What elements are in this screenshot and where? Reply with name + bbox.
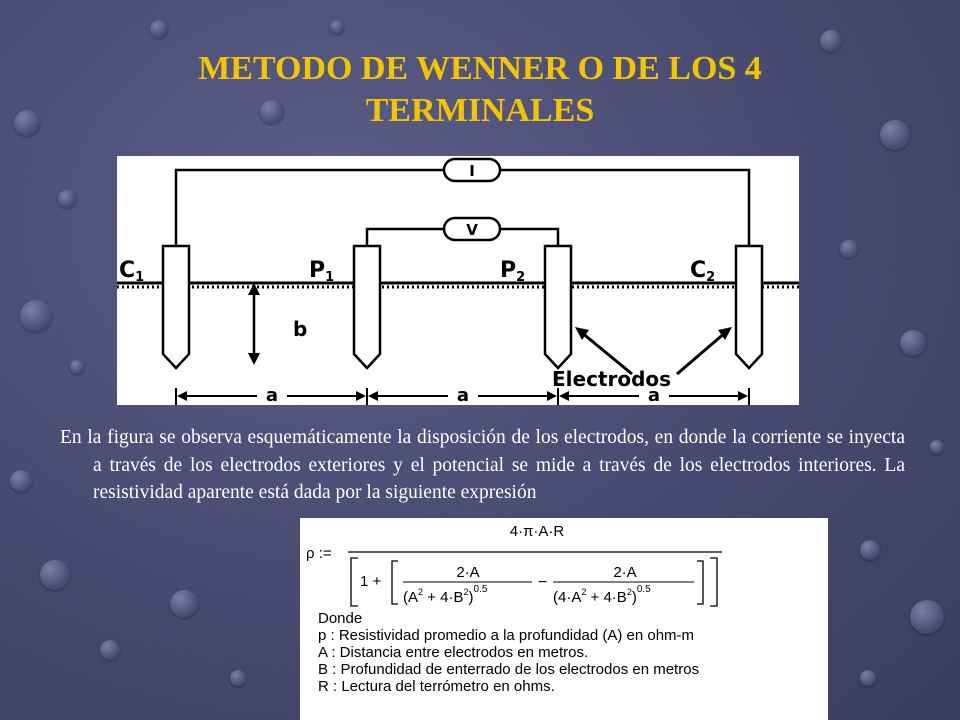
dimension-arrowhead bbox=[559, 391, 569, 401]
background-dot bbox=[10, 470, 32, 492]
electrode-c1 bbox=[163, 246, 189, 368]
background-dot bbox=[58, 190, 76, 208]
depth-label: b bbox=[293, 317, 308, 341]
depth-arrow-head-up bbox=[248, 283, 260, 295]
spacing-label: a bbox=[265, 385, 279, 405]
formula-outer-bracket-right bbox=[710, 558, 717, 606]
formula-one-plus: 1 + bbox=[360, 573, 382, 590]
current-meter-label: I bbox=[469, 162, 475, 180]
formula-minus: − bbox=[538, 574, 548, 591]
background-dot bbox=[230, 670, 246, 686]
slide-title-line1: METODO DE WENNER O DE LOS 4 bbox=[198, 50, 762, 87]
formula-outer-bracket-left bbox=[351, 558, 358, 606]
dimension-arrowhead bbox=[368, 391, 378, 401]
pointer-arrow-right bbox=[677, 332, 726, 374]
electrode-c1-label: C1 bbox=[119, 258, 145, 285]
formula-inner-bracket-left bbox=[392, 561, 398, 604]
dimension-arrowhead bbox=[177, 391, 187, 401]
formula-fraction2-numerator: 2·A bbox=[613, 564, 637, 581]
voltage-wire bbox=[367, 229, 444, 246]
legend-item: A : Distancia entre electrodos en metros. bbox=[318, 644, 589, 661]
voltage-wire bbox=[500, 229, 558, 246]
slide-title bbox=[0, 48, 960, 132]
legend-item: B : Profundidad de enterrado de los electrodos en metros bbox=[318, 661, 700, 678]
formula-lhs: ρ := bbox=[306, 545, 332, 562]
formula-inner-bracket-right bbox=[697, 561, 703, 604]
electrode-p1 bbox=[354, 246, 380, 368]
legend-item: R : Lectura del terrómetro en ohms. bbox=[318, 678, 555, 695]
current-wire bbox=[500, 170, 749, 246]
background-dot bbox=[910, 600, 944, 634]
depth-arrow-head-down bbox=[248, 353, 260, 365]
formula-fraction2-denominator: $(4\cdot A^2 + 4\cdot B^2)^{0.5}$ bbox=[553, 584, 651, 606]
electrode-c2 bbox=[736, 246, 762, 368]
voltage-meter-label: V bbox=[466, 221, 478, 239]
dimension-arrowhead bbox=[547, 391, 557, 401]
formula-equation bbox=[300, 518, 828, 610]
spacing-label: a bbox=[647, 385, 661, 405]
slide-title-line2: TERMINALES bbox=[365, 92, 595, 129]
spacing-label: a bbox=[456, 385, 470, 405]
electrodes-label: Electrodos bbox=[552, 367, 672, 391]
legend-heading: Donde bbox=[318, 610, 363, 627]
wenner-diagram bbox=[117, 156, 799, 405]
background-dot bbox=[840, 240, 858, 258]
background-dot bbox=[20, 300, 52, 332]
formula-fraction1-denominator: $(A^2 + 4\cdot B^2)^{0.5}$ bbox=[403, 584, 488, 606]
formula-legend bbox=[318, 610, 699, 695]
formula-fraction1-numerator: 2·A bbox=[456, 564, 480, 581]
electrode-p2-label: P2 bbox=[500, 258, 526, 285]
electrode-c2-label: C2 bbox=[690, 258, 716, 285]
description-text: En la figura se observa esquemáticamente la disposición de los electrodos, en donde la corriente se inyecta a través de los electrodos exteriores y el potencial se mide a través de los electrodos interiores. La resistividad aparente está dada por la siguiente expresión bbox=[60, 427, 905, 503]
formula-box bbox=[300, 518, 828, 720]
dimension-arrowhead bbox=[738, 391, 748, 401]
dimension-arrowhead bbox=[356, 391, 366, 401]
current-wire bbox=[176, 170, 444, 246]
formula-numerator: 4·π·A·R bbox=[509, 523, 565, 540]
background-dot bbox=[900, 330, 926, 356]
electrode-p1-label: P1 bbox=[309, 258, 335, 285]
background-dot bbox=[860, 670, 876, 686]
background-dot bbox=[70, 360, 84, 374]
background-dot bbox=[860, 540, 880, 560]
background-dot bbox=[930, 440, 944, 454]
electrode-p2 bbox=[545, 246, 571, 368]
background-dot bbox=[170, 590, 198, 618]
background-dot bbox=[150, 20, 168, 38]
legend-item: p : Resistividad promedio a la profundidad (A) en ohm-m bbox=[318, 627, 695, 644]
background-dot bbox=[40, 560, 70, 590]
wenner-diagram-svg bbox=[117, 156, 799, 405]
background-dot bbox=[100, 640, 120, 660]
background-dot bbox=[330, 20, 344, 34]
